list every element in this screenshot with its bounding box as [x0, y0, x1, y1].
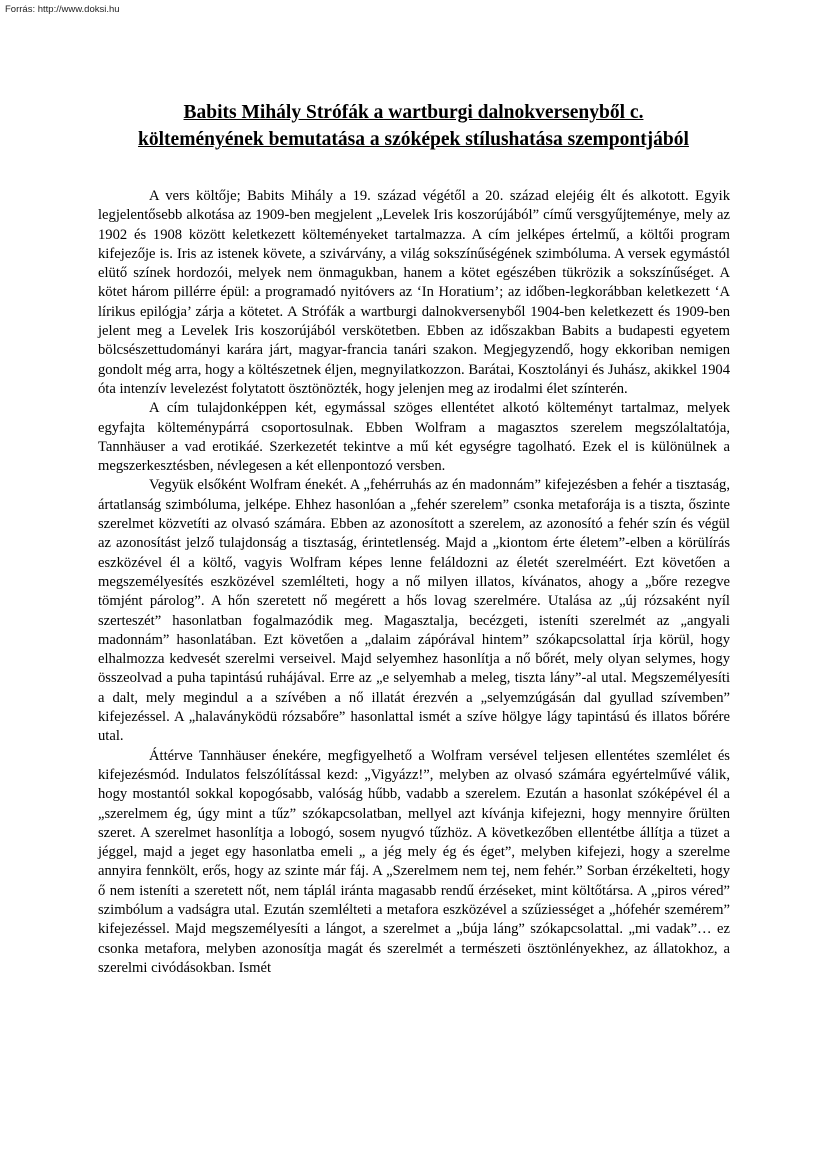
- title-line-1: Babits Mihály Strófák a wartburgi dalnokversenyből c.: [183, 102, 644, 123]
- source-label: Forrás: http://www.doksi.hu: [5, 4, 120, 15]
- document-title: [60, 99, 767, 153]
- title-line-2: költeményének bemutatása a szóképek stílushatása szempontjából: [138, 129, 689, 150]
- paragraph-3: Vegyük elsőként Wolfram énekét. A „fehérruhás az én madonnám” kifejezésben a fehér a tisztaság, ártatlanság szimbóluma, jelképe. Ehhez hasonlóan a „fehér szerelem” csonka metaforája is a tiszta, őszinte szerelmet közvetíti az olvasó számára. Ebben az azonosított a szerelem, az azonosító a fehér szín és végül az azonosítást jelző tulajdonság a tisztaság, érintetlenség. Majd a „kiontom érte életem”-elben a körülírás eszközével él a költő, vagyis Wolfram képes lenne feláldozni az életét szerelméért. Ezt követően a megszemélyesítés eszközével szemlélteti, hogy a nő milyen illatos, kívánatos, ahogy a „bőre rezegve tömjént párolog”. A hőn szeretett nő megérett a hős lovag szerelmére. Utalása az „új rózsaként nyíl szerteszét” hasonlatban fogalmazódik meg. Magasztalja, becézgeti, isteníti szerelmét az „angyali madonnám” hasonlatában. Ezt követően a „dalaim zápórával hintem” szókapcsolattal írja körül, hogy elhalmozza kedvesét szerelmi verseivel. Majd selyemhez hasonlítja a nő bőrét, mely olyan selymes, hogy összeolvad a puha tapintású ruhájával. Erre az „e selyemhab a meleg, tiszta lány”-al utal. Megszemélyesíti a dalt, mely megindul a a szívében a nő illatát érezvén a „selyemzúgásán dal gyullad szívemben” kifejezéssel. A „halaványködü rózsabőre” hasonlattal ismét a szíve hölgye lágy tapintású és illatos bőrére utal.: [98, 477, 730, 745]
- document-body: [98, 187, 730, 978]
- paragraph-4: Áttérve Tannhäuser énekére, megfigyelhető a Wolfram versével teljesen ellentétes szemlélet és kifejezésmód. Indulatos felszólítással kezd: „Vigyázz!”, melyben az olvasó számára egyértelművé válik, hogy mostantól sokkal kopogósabb, valóság hűbb, vadabb a szerelem. Ezután a hasonlat szóképével él a „szerelmem ég, úgy mint a tűz” szókapcsolatban, mellyel azt kívánja kifejezni, hogy mennyire őrülten szeret. A szerelmet hasonlítja a lobogó, sosem nyugvó tűzhöz. A következőben ellentétbe állítja a tüzet a jéggel, majd a jeget egy hasonlatba emeli „ a jég mely ég és éget”, melyben kifejezi, hogy a szerelme annyira fennkölt, erős, hogy az szinte már fáj. A „Szerelmem nem tej, nem fehér.” Sorban érzékelteti, hogy ő nem isteníti a szeretett nőt, nem táplál iránta magasabb rendű érzéseket, mint költőtársa. A „piros véred” szimbólum a vadságra utal. Ezután szemlélteti a metafora eszközével a szűziességet a „hófehér szemérem” kifejezéssel. Majd megszemélyesíti a lángot, a szerelmet a „búja láng” szókapcsolattal. „mi vadak”… ez csonka metafora, melyben azonosítja magát és szerelmét a természeti ösztönlényekhez, az állatokhoz, a szerelmi civódásokban. Ismét: [98, 747, 730, 976]
- paragraph-2: A cím tulajdonképpen két, egymással szöges ellentétet alkotó költeményt tartalmaz, melyek egyfajta költeménypárrá csoportosulnak. Ebben Wolfram a magasztos szerelem megszólaltatója, Tannhäuser a vad erotikáé. Szerkezetét tekintve a mű két egységre tagolható. Ezek el is különülnek a megszerkesztésben, névlegesen a két ellenpontozó versben.: [98, 400, 730, 475]
- paragraph-1: A vers költője; Babits Mihály a 19. század végétől a 20. század elejéig élt és alkotott. Egyik legjelentősebb alkotása az 1909-ben megjelent „Levelek Iris koszorújából” című versgyűjteménye, mely az 1902 és 1908 között keletkezett költeményeket tartalmazza. A cím jelképes értelmű, a költői program kifejezője is. Iris az istenek követe, a szivárvány, a világ sokszínűségének szimbóluma. A versek egymástól elütő színek hordozói, melyek nem önmagukban, hanem a kötet egészében tükrözik a sokszínűséget. A kötet három pillérre épül: a programadó nyitóvers az ‘In Horatium’; az időben-legkorábban keletkezett ‘A lírikus epilógja’ zárja a kötetet. A Strófák a wartburgi dalnokversenyből 1904-ben keletkezett és 1909-ben jelent meg a Levelek Iris koszorújából verskötetben. Ebben az időszakban Babits a budapesti egyetem bölcsészettudományi karára járt, magyar-francia tanári szakon. Megjegyzendő, hogy ekkoriban nemigen gondolt még arra, hogy a költészetnek éljen, megnyilatkozzon. Barátai, Kosztolányi és Juhász, akikkel 1904 óta intenzív levelezést folytatott ösztönözték, hogy jelenjen meg az irodalmi élet színterén.: [98, 188, 730, 397]
